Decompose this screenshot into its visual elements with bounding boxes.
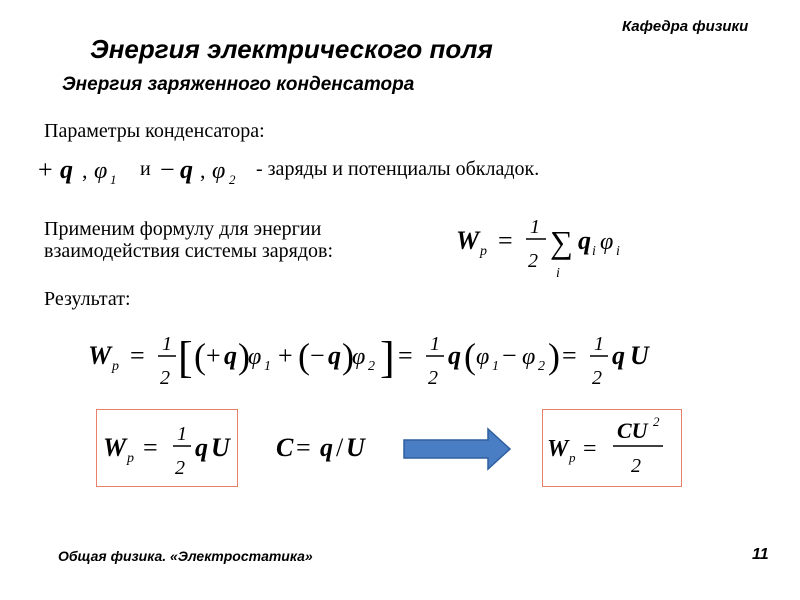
svg-text:,: ,	[82, 158, 88, 183]
and-word: и	[140, 158, 151, 180]
charges-formula	[36, 152, 276, 188]
svg-text:=: =	[143, 433, 158, 462]
svg-text:CU: CU	[617, 418, 648, 443]
svg-text:+: +	[278, 341, 293, 370]
svg-text:q: q	[224, 341, 237, 370]
svg-text:q: q	[612, 341, 625, 370]
svg-text:C: C	[276, 433, 294, 462]
svg-text:U: U	[346, 433, 365, 462]
svg-text:φ: φ	[248, 344, 262, 370]
svg-text:∑: ∑	[550, 224, 573, 260]
svg-text:2: 2	[160, 367, 170, 389]
svg-text:φ: φ	[94, 158, 108, 184]
slide-subtitle: Энергия заряженного конденсатора	[62, 74, 415, 95]
svg-text:p: p	[480, 244, 487, 259]
svg-text:φ: φ	[212, 158, 226, 184]
svg-text:=: =	[296, 433, 311, 462]
department-label: Кафедра физики	[622, 18, 749, 35]
params-heading: Параметры конденсатора:	[44, 120, 265, 142]
svg-text:+: +	[206, 341, 221, 370]
svg-text:i: i	[616, 244, 620, 259]
svg-text:U: U	[211, 433, 230, 462]
svg-text:1: 1	[530, 216, 540, 238]
svg-text:,: ,	[200, 158, 206, 183]
svg-text:=: =	[130, 341, 145, 370]
apply-line-1: Применим формулу для энергии	[44, 218, 322, 240]
svg-text:q: q	[60, 155, 73, 184]
apply-line-2: взаимодействия системы зарядов:	[44, 240, 334, 262]
svg-text:q: q	[195, 433, 208, 462]
apply-text	[44, 218, 333, 262]
svg-text:1: 1	[264, 359, 271, 374]
svg-text:−: −	[502, 341, 517, 370]
svg-text:1: 1	[492, 359, 499, 374]
svg-text:W: W	[547, 436, 569, 462]
svg-text:W: W	[103, 433, 127, 462]
svg-text:q: q	[448, 341, 461, 370]
boxed-capacitor-energy-svg	[543, 410, 681, 486]
svg-text:]: ]	[380, 333, 395, 382]
svg-text:−: −	[310, 341, 325, 370]
svg-text:i: i	[556, 266, 560, 281]
svg-text:2: 2	[229, 172, 236, 187]
svg-text:+: +	[38, 155, 53, 184]
page-number: 11	[752, 546, 769, 563]
slide-title: Энергия электрического поля	[90, 34, 493, 64]
svg-text:φ: φ	[522, 344, 536, 370]
capacitance-formula	[272, 428, 372, 468]
svg-text:): )	[548, 336, 560, 376]
svg-text:2: 2	[528, 250, 538, 272]
svg-text:i: i	[592, 244, 596, 259]
result-chain-formula	[84, 322, 664, 398]
svg-text:): )	[342, 336, 354, 376]
svg-text:2: 2	[653, 414, 660, 429]
svg-text:p: p	[127, 451, 134, 466]
svg-text:2: 2	[428, 367, 438, 389]
svg-text:): )	[238, 336, 250, 376]
svg-text:=: =	[498, 226, 513, 255]
svg-text:p: p	[569, 450, 576, 465]
energy-sum-formula	[452, 205, 642, 285]
svg-text:q: q	[328, 341, 341, 370]
svg-text:φ: φ	[600, 229, 614, 255]
svg-text:W: W	[88, 341, 112, 370]
svg-text:q: q	[320, 433, 333, 462]
result-heading: Результат:	[44, 288, 131, 310]
svg-text:(: (	[464, 336, 476, 376]
svg-text:2: 2	[175, 457, 185, 479]
svg-text:q: q	[578, 226, 591, 255]
svg-text:=: =	[583, 436, 597, 462]
boxed-energy-svg	[97, 410, 237, 486]
svg-text:W: W	[456, 226, 480, 255]
svg-text:1: 1	[110, 172, 117, 187]
svg-text:φ: φ	[476, 344, 490, 370]
svg-text:1: 1	[177, 423, 187, 445]
svg-text:(: (	[194, 336, 206, 376]
svg-text:2: 2	[538, 359, 545, 374]
svg-text:2: 2	[592, 367, 602, 389]
svg-text:1: 1	[162, 333, 172, 355]
right-arrow-icon	[402, 426, 514, 472]
svg-text:1: 1	[430, 333, 440, 355]
boxed-capacitor-energy-formula	[542, 409, 682, 487]
svg-text:−: −	[160, 155, 175, 184]
svg-text:U: U	[630, 341, 649, 370]
svg-text:/: /	[336, 433, 344, 462]
svg-text:2: 2	[368, 359, 375, 374]
svg-text:φ: φ	[352, 344, 366, 370]
boxed-energy-formula	[96, 409, 238, 487]
charges-description: - заряды и потенциалы обкладок.	[256, 158, 540, 180]
svg-text:2: 2	[631, 455, 641, 477]
svg-text:1: 1	[594, 333, 604, 355]
svg-text:p: p	[112, 359, 119, 374]
svg-text:(: (	[298, 336, 310, 376]
svg-text:[: [	[178, 333, 193, 382]
svg-text:q: q	[180, 155, 193, 184]
footer-course: Общая физика. «Электростатика»	[58, 548, 313, 564]
svg-text:=: =	[562, 341, 577, 370]
svg-text:=: =	[398, 341, 413, 370]
